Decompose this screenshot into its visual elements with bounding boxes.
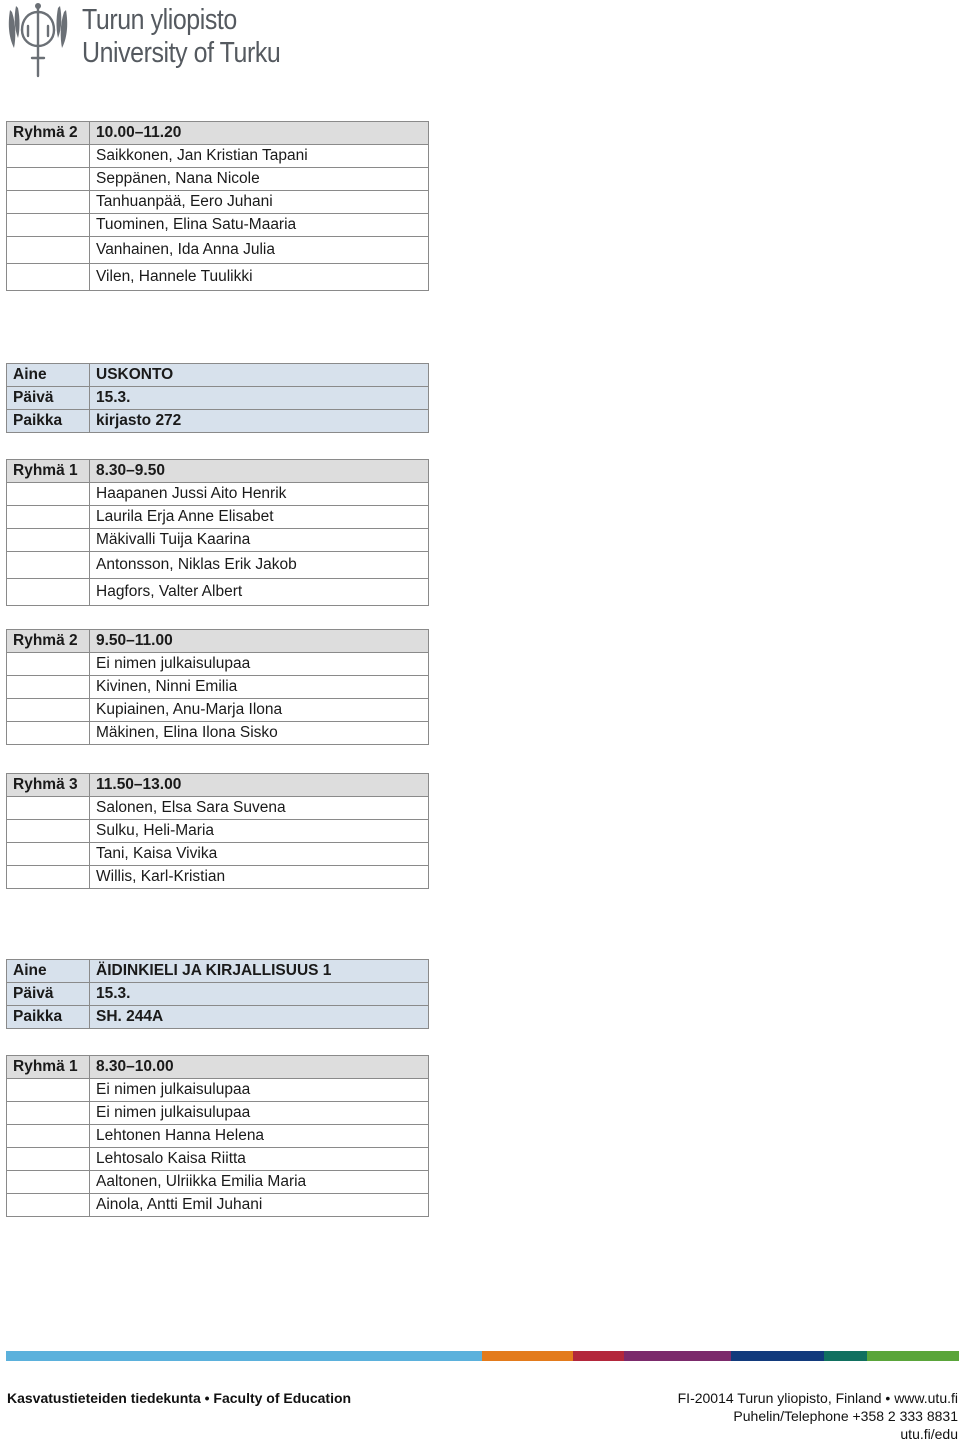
table-row <box>7 1171 429 1194</box>
student-name: Kupiainen, Anu-Marja Ilona <box>90 699 429 722</box>
table-row <box>7 1102 429 1125</box>
group-header-row <box>7 630 429 653</box>
color-bar-segment <box>482 1351 573 1361</box>
color-bar-segment <box>867 1351 959 1361</box>
table-row <box>7 820 429 843</box>
info-value: ÄIDINKIELI JA KIRJALLISUUS 1 <box>90 960 429 983</box>
student-name: Ei nimen julkaisulupaa <box>90 1079 429 1102</box>
group-header-row <box>7 122 429 145</box>
info-value: SH. 244A <box>90 1006 429 1029</box>
group-label: Ryhmä 2 <box>7 630 90 653</box>
student-name: Tani, Kaisa Vivika <box>90 843 429 866</box>
student-name: Tuominen, Elina Satu-Maaria <box>90 214 429 237</box>
student-name: Laurila Erja Anne Elisabet <box>90 506 429 529</box>
group-table <box>6 629 429 745</box>
student-name: Kivinen, Ninni Emilia <box>90 676 429 699</box>
student-name: Mäkinen, Elina Ilona Sisko <box>90 722 429 745</box>
university-name-english: University of Turku <box>82 37 281 69</box>
student-name: Haapanen Jussi Aito Henrik <box>90 483 429 506</box>
table-row <box>7 843 429 866</box>
info-label: Päivä <box>7 387 90 410</box>
table-row <box>7 1079 429 1102</box>
university-name-finnish: Turun yliopisto <box>82 4 237 36</box>
group-table <box>6 459 429 606</box>
exam-info-table <box>6 363 429 433</box>
info-label: Paikka <box>7 410 90 433</box>
group-table <box>6 1055 429 1217</box>
table-row <box>7 797 429 820</box>
info-row-subject <box>7 364 429 387</box>
student-name: Hagfors, Valter Albert <box>90 579 429 606</box>
table-row <box>7 722 429 745</box>
university-logo <box>6 2 313 80</box>
group-time: 10.00–11.20 <box>90 122 429 145</box>
color-bar-segment <box>573 1351 624 1361</box>
student-name: Tanhuanpää, Eero Juhani <box>90 191 429 214</box>
info-label: Paikka <box>7 1006 90 1029</box>
student-name: Aaltonen, Ulriikka Emilia Maria <box>90 1171 429 1194</box>
table-row <box>7 483 429 506</box>
student-name: Lehtosalo Kaisa Riitta <box>90 1148 429 1171</box>
table-row <box>7 529 429 552</box>
color-bar-segment <box>731 1351 824 1361</box>
footer-contact <box>678 1389 958 1443</box>
info-value: 15.3. <box>90 983 429 1006</box>
exam-info-table <box>6 959 429 1029</box>
info-row-date <box>7 387 429 410</box>
student-name: Mäkivalli Tuija Kaarina <box>90 529 429 552</box>
student-name: Salonen, Elsa Sara Suvena <box>90 797 429 820</box>
student-name: Willis, Karl-Kristian <box>90 866 429 889</box>
footer-address: FI-20014 Turun yliopisto, Finland • www.utu.fi <box>677 1390 958 1406</box>
table-row <box>7 264 429 291</box>
info-value: 15.3. <box>90 387 429 410</box>
group-header-row <box>7 1056 429 1079</box>
info-value: kirjasto 272 <box>90 410 429 433</box>
table-row <box>7 653 429 676</box>
table-row <box>7 506 429 529</box>
student-name: Lehtonen Hanna Helena <box>90 1125 429 1148</box>
color-bar-segment <box>824 1351 867 1361</box>
table-row <box>7 168 429 191</box>
group-label: Ryhmä 3 <box>7 774 90 797</box>
table-row <box>7 552 429 579</box>
table-row <box>7 699 429 722</box>
student-name: Sulku, Heli-Maria <box>90 820 429 843</box>
group-time: 8.30–9.50 <box>90 460 429 483</box>
table-row <box>7 1125 429 1148</box>
student-name: Ainola, Antti Emil Juhani <box>90 1194 429 1217</box>
student-name: Saikkonen, Jan Kristian Tapani <box>90 145 429 168</box>
group-time: 9.50–11.00 <box>90 630 429 653</box>
group-table <box>6 121 429 291</box>
info-row-location <box>7 1006 429 1029</box>
info-value: USKONTO <box>90 364 429 387</box>
group-time: 8.30–10.00 <box>90 1056 429 1079</box>
info-label: Aine <box>7 960 90 983</box>
group-label: Ryhmä 1 <box>7 460 90 483</box>
table-row <box>7 676 429 699</box>
color-bar-segment <box>6 1351 482 1361</box>
table-row <box>7 237 429 264</box>
table-row <box>7 145 429 168</box>
table-row <box>7 1194 429 1217</box>
group-table <box>6 773 429 889</box>
info-label: Aine <box>7 364 90 387</box>
student-name: Vilen, Hannele Tuulikki <box>90 264 429 291</box>
student-name: Ei nimen julkaisulupaa <box>90 653 429 676</box>
info-row-subject <box>7 960 429 983</box>
university-emblem-icon <box>6 2 70 78</box>
footer-faculty: Kasvatustieteiden tiedekunta • Faculty of Education <box>7 1390 352 1406</box>
student-name: Antonsson, Niklas Erik Jakob <box>90 552 429 579</box>
table-row <box>7 579 429 606</box>
student-name: Seppänen, Nana Nicole <box>90 168 429 191</box>
footer-web-link[interactable]: utu.fi/edu <box>900 1426 958 1442</box>
color-bar-segment <box>624 1351 731 1361</box>
group-label: Ryhmä 2 <box>7 122 90 145</box>
table-row <box>7 1148 429 1171</box>
info-row-location <box>7 410 429 433</box>
footer-phone: Puhelin/Telephone +358 2 333 8831 <box>733 1408 958 1424</box>
table-row <box>7 866 429 889</box>
info-label: Päivä <box>7 983 90 1006</box>
group-header-row <box>7 460 429 483</box>
student-name: Vanhainen, Ida Anna Julia <box>90 237 429 264</box>
info-row-date <box>7 983 429 1006</box>
group-time: 11.50–13.00 <box>90 774 429 797</box>
group-label: Ryhmä 1 <box>7 1056 90 1079</box>
table-row <box>7 191 429 214</box>
student-name: Ei nimen julkaisulupaa <box>90 1102 429 1125</box>
group-header-row <box>7 774 429 797</box>
table-row <box>7 214 429 237</box>
